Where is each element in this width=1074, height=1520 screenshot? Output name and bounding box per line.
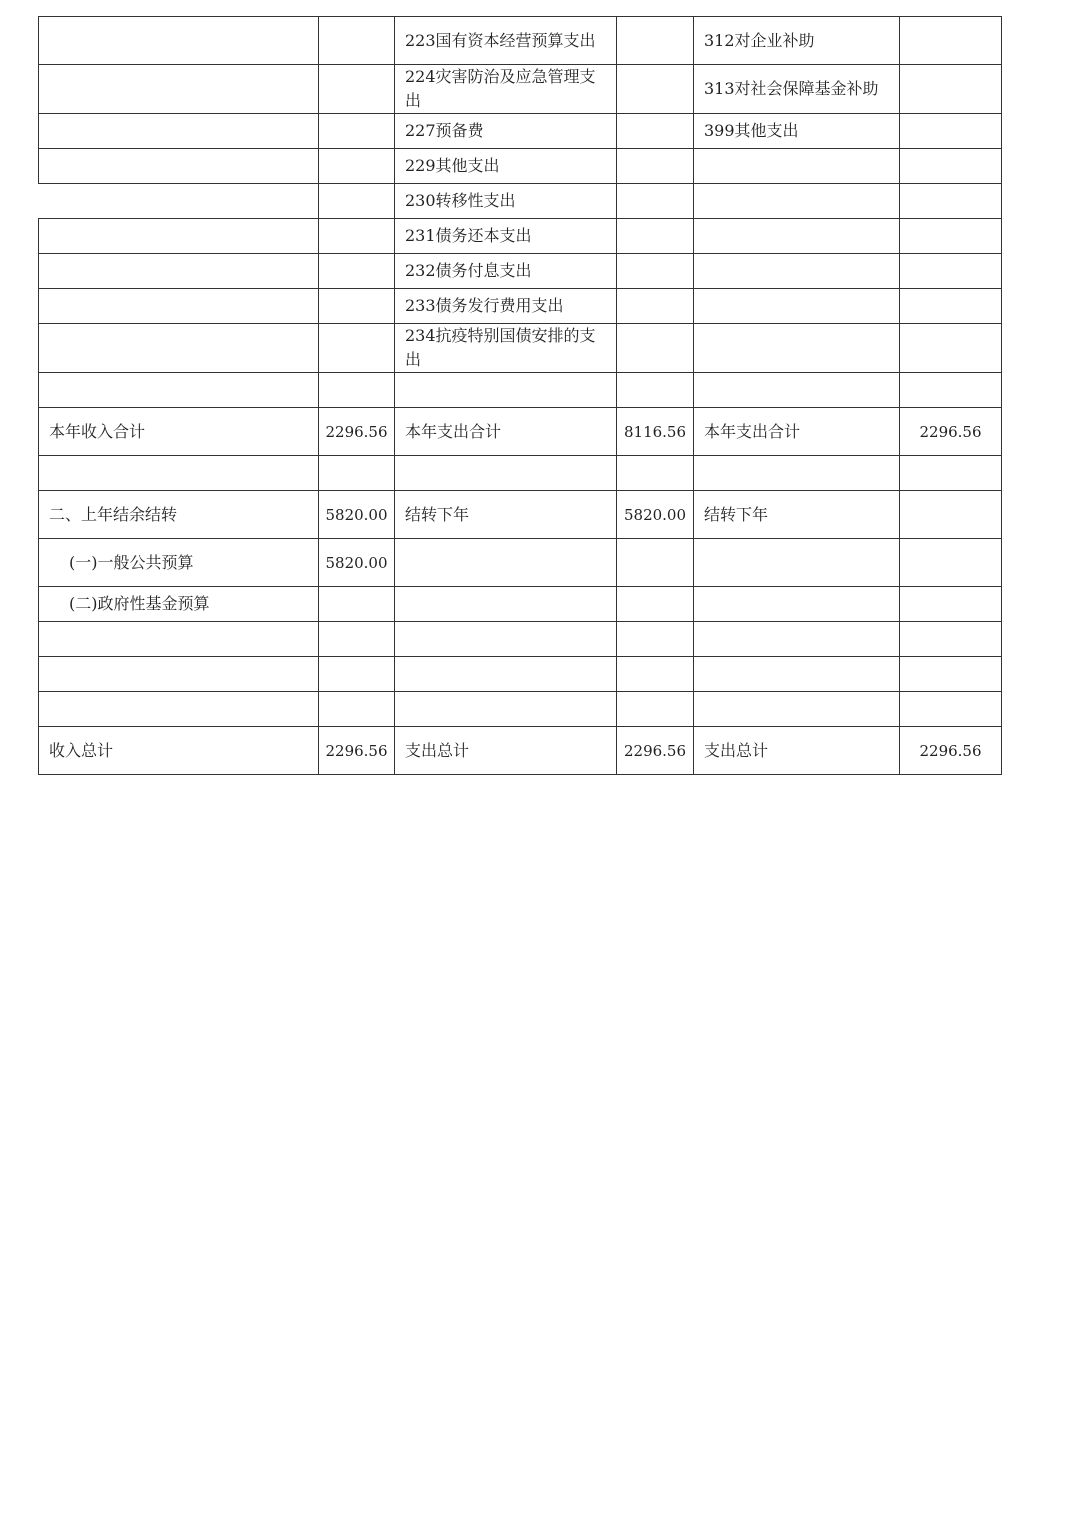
table-row xyxy=(39,657,1002,692)
expense-economic-amount xyxy=(900,65,1002,114)
expense-function-amount xyxy=(617,456,694,491)
expense-function-amount xyxy=(617,657,694,692)
income-item xyxy=(39,373,319,408)
expense-economic-amount xyxy=(900,184,1002,219)
table-row xyxy=(39,254,1002,289)
expense-function-item: 支出总计 xyxy=(395,727,617,775)
table-row xyxy=(39,408,1002,456)
income-item: 本年收入合计 xyxy=(39,408,319,456)
expense-function-amount xyxy=(617,254,694,289)
income-amount: 2296.56 xyxy=(319,727,395,775)
income-amount xyxy=(319,692,395,727)
expense-economic-amount xyxy=(900,622,1002,657)
table-row xyxy=(39,114,1002,149)
table-row xyxy=(39,184,1002,219)
expense-function-amount xyxy=(617,219,694,254)
expense-function-amount xyxy=(617,539,694,587)
table-row xyxy=(39,17,1002,65)
expense-economic-amount xyxy=(900,219,1002,254)
expense-economic-amount: 2296.56 xyxy=(900,408,1002,456)
expense-function-amount: 5820.00 xyxy=(617,491,694,539)
expense-economic-amount: 2296.56 xyxy=(900,727,1002,775)
expense-economic-item xyxy=(694,324,900,373)
expense-economic-item: 支出总计 xyxy=(694,727,900,775)
expense-function-item xyxy=(395,587,617,622)
expense-economic-amount xyxy=(900,254,1002,289)
income-item: 二、上年结余结转 xyxy=(39,491,319,539)
expense-economic-amount xyxy=(900,324,1002,373)
income-amount xyxy=(319,324,395,373)
expense-economic-item xyxy=(694,149,900,184)
expense-economic-amount xyxy=(900,17,1002,65)
income-item xyxy=(39,254,319,289)
expense-economic-item: 312对企业补助 xyxy=(694,17,900,65)
income-item xyxy=(39,657,319,692)
expense-economic-item: 313对社会保障基金补助 xyxy=(694,65,900,114)
budget-table xyxy=(38,16,1002,775)
expense-function-amount xyxy=(617,184,694,219)
expense-function-item: 232债务付息支出 xyxy=(395,254,617,289)
expense-function-item: 233债务发行费用支出 xyxy=(395,289,617,324)
expense-economic-item xyxy=(694,657,900,692)
income-item xyxy=(39,456,319,491)
income-amount xyxy=(319,65,395,114)
income-amount xyxy=(319,184,395,219)
expense-economic-amount xyxy=(900,692,1002,727)
expense-function-item: 231债务还本支出 xyxy=(395,219,617,254)
income-item xyxy=(39,692,319,727)
table-row xyxy=(39,456,1002,491)
expense-economic-amount xyxy=(900,491,1002,539)
table-row xyxy=(39,622,1002,657)
income-item xyxy=(39,65,319,114)
expense-economic-item xyxy=(694,456,900,491)
income-item: (二)政府性基金预算 xyxy=(39,587,319,622)
income-item xyxy=(39,114,319,149)
expense-function-amount xyxy=(617,622,694,657)
income-amount: 5820.00 xyxy=(319,539,395,587)
expense-economic-item: 399其他支出 xyxy=(694,114,900,149)
expense-function-amount: 8116.56 xyxy=(617,408,694,456)
income-item xyxy=(39,219,319,254)
expense-economic-amount xyxy=(900,114,1002,149)
expense-economic-amount xyxy=(900,149,1002,184)
table-row xyxy=(39,289,1002,324)
expense-economic-item xyxy=(694,184,900,219)
expense-economic-amount xyxy=(900,539,1002,587)
expense-function-item xyxy=(395,456,617,491)
expense-economic-item xyxy=(694,587,900,622)
income-item xyxy=(39,622,319,657)
income-item xyxy=(39,289,319,324)
expense-economic-item: 本年支出合计 xyxy=(694,408,900,456)
table-row xyxy=(39,491,1002,539)
expense-function-amount xyxy=(617,324,694,373)
expense-function-amount xyxy=(617,289,694,324)
table-row xyxy=(39,373,1002,408)
expense-function-amount xyxy=(617,587,694,622)
expense-function-item xyxy=(395,692,617,727)
table-row xyxy=(39,149,1002,184)
income-amount xyxy=(319,289,395,324)
expense-function-item xyxy=(395,622,617,657)
income-item xyxy=(39,184,319,219)
income-amount xyxy=(319,587,395,622)
expense-function-item xyxy=(395,539,617,587)
expense-economic-item xyxy=(694,692,900,727)
table-row xyxy=(39,727,1002,775)
expense-function-item: 结转下年 xyxy=(395,491,617,539)
expense-function-item: 224灾害防治及应急管理支出 xyxy=(395,65,617,114)
expense-function-amount xyxy=(617,692,694,727)
expense-function-amount xyxy=(617,373,694,408)
expense-economic-item xyxy=(694,539,900,587)
table-row xyxy=(39,587,1002,622)
income-amount xyxy=(319,622,395,657)
table-row xyxy=(39,65,1002,114)
expense-economic-item xyxy=(694,254,900,289)
income-amount xyxy=(319,114,395,149)
table-row xyxy=(39,219,1002,254)
expense-economic-item xyxy=(694,289,900,324)
income-amount: 2296.56 xyxy=(319,408,395,456)
expense-function-amount xyxy=(617,17,694,65)
expense-economic-item xyxy=(694,622,900,657)
expense-function-amount: 2296.56 xyxy=(617,727,694,775)
expense-economic-item xyxy=(694,373,900,408)
expense-function-amount xyxy=(617,149,694,184)
income-amount xyxy=(319,657,395,692)
table-row xyxy=(39,692,1002,727)
income-amount xyxy=(319,219,395,254)
table-row xyxy=(39,539,1002,587)
income-amount: 5820.00 xyxy=(319,491,395,539)
expense-function-item: 230转移性支出 xyxy=(395,184,617,219)
expense-function-item: 227预备费 xyxy=(395,114,617,149)
income-amount xyxy=(319,254,395,289)
income-item: 收入总计 xyxy=(39,727,319,775)
expense-function-item: 229其他支出 xyxy=(395,149,617,184)
table-row xyxy=(39,324,1002,373)
expense-economic-amount xyxy=(900,456,1002,491)
income-amount xyxy=(319,373,395,408)
expense-function-item: 234抗疫特别国债安排的支出 xyxy=(395,324,617,373)
income-item xyxy=(39,149,319,184)
expense-function-item xyxy=(395,373,617,408)
income-amount xyxy=(319,149,395,184)
income-item xyxy=(39,17,319,65)
expense-function-amount xyxy=(617,114,694,149)
expense-economic-amount xyxy=(900,373,1002,408)
expense-economic-amount xyxy=(900,289,1002,324)
income-item: (一)一般公共预算 xyxy=(39,539,319,587)
expense-function-item xyxy=(395,657,617,692)
expense-economic-amount xyxy=(900,657,1002,692)
expense-function-amount xyxy=(617,65,694,114)
expense-function-item: 本年支出合计 xyxy=(395,408,617,456)
expense-economic-item xyxy=(694,219,900,254)
expense-function-item: 223国有资本经营预算支出 xyxy=(395,17,617,65)
income-amount xyxy=(319,456,395,491)
expense-economic-amount xyxy=(900,587,1002,622)
income-amount xyxy=(319,17,395,65)
expense-economic-item: 结转下年 xyxy=(694,491,900,539)
income-item xyxy=(39,324,319,373)
